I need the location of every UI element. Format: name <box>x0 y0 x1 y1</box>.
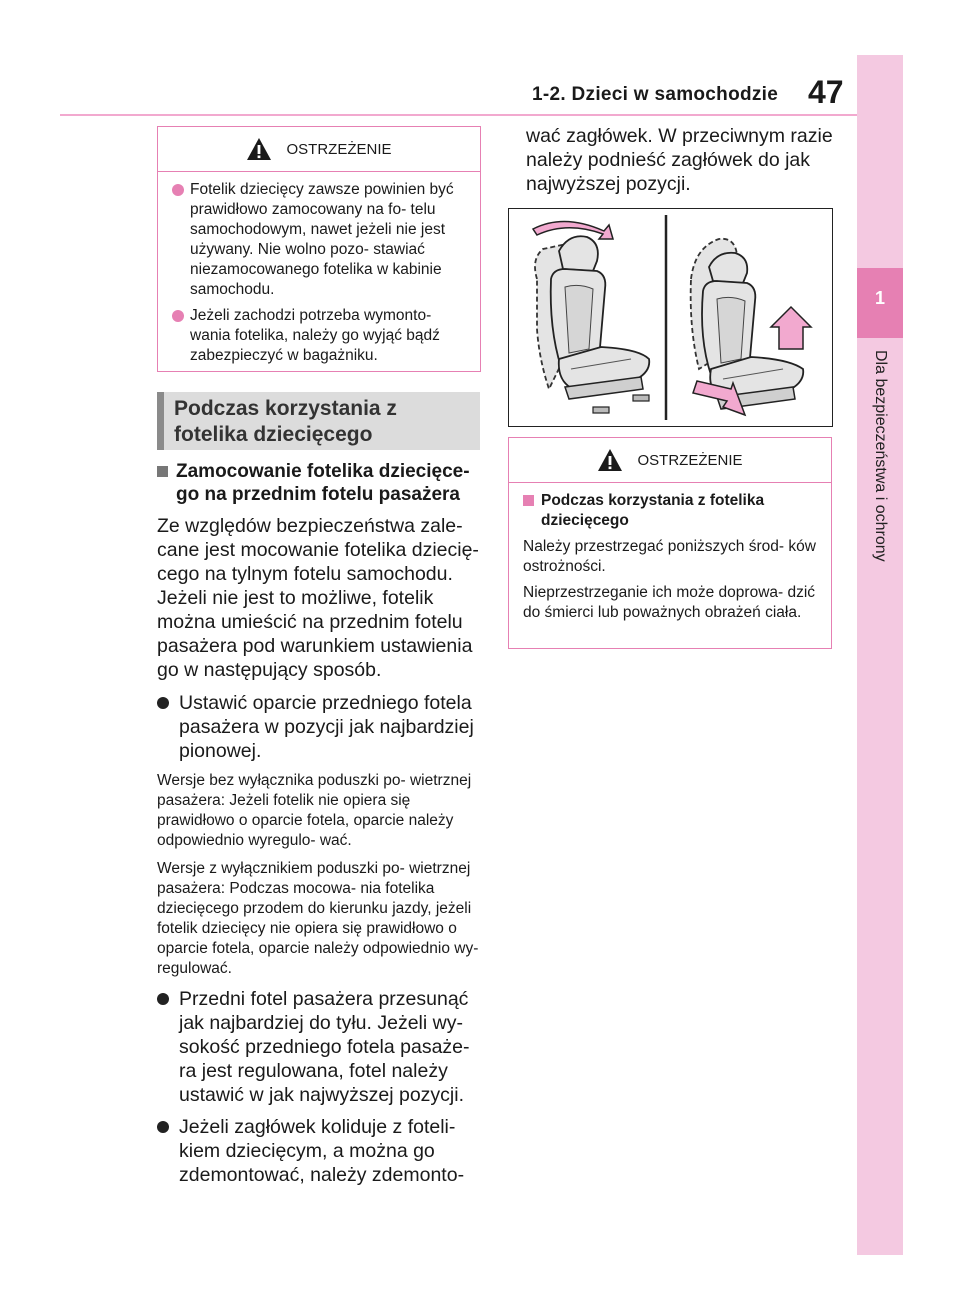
instruction-text: Jeżeli zagłówek koliduje z foteli- kiem dziecięcym, a można go zdemontować, należy zdemonto- <box>179 1116 465 1186</box>
instruction-bullet <box>157 691 492 763</box>
seat-illustration <box>509 209 832 426</box>
square-bullet-icon <box>157 466 168 477</box>
warning-triangle-icon <box>597 448 623 472</box>
warning-title: OSTRZEŻENIE <box>637 451 743 469</box>
warning-bullet-text: Fotelik dziecięcy zawsze powinien być prawidłowo zamocowany na fo- telu samochodowym, nawet jeżeli nie jest używany. Nie wolno pozo- stawiać niezamocowanego fotelika w kabinie samochodu. <box>190 181 454 298</box>
seat-adjustment-figure <box>508 208 833 427</box>
warning-subheading-text: Podczas korzystania z fotelika dziecięcego <box>541 492 765 529</box>
left-seat <box>533 221 649 413</box>
right-seat <box>691 239 811 415</box>
section-heading: Podczas korzystania z fotelika dziecięcego <box>157 392 480 450</box>
warning-paragraph: Nieprzestrzeganie ich może doprowa- dzić do śmierci lub poważnych obrażeń ciała. <box>523 584 816 621</box>
chapter-number: 1 <box>874 288 885 308</box>
warning-bullet <box>172 180 468 300</box>
instruction-text: Przedni fotel pasażera przesunąć jak najbardziej do tyłu. Jeżeli wy- sokość przedniego fotela pasaże- ra jest regulowana, fotel należy ustawić w jak najwyższej pozycji. <box>179 988 470 1106</box>
subheading <box>157 460 492 506</box>
warning-body <box>509 483 831 637</box>
warning-header <box>158 127 480 172</box>
instruction-bullet <box>157 1115 492 1187</box>
main-column <box>157 460 492 1195</box>
header-divider <box>60 114 857 116</box>
warning-triangle-icon <box>246 137 272 161</box>
note-paragraph: Wersje z wyłącznikiem poduszki po- wietrznej pasażera: Podczas mocowa- nia fotelika dziecięcego przodem do kierunku jazdy, jeżeli fotelik dziecięcy nie opiera się prawidłowo o oparcie fotela, oparcie należy odpowiednio wy- regulować. <box>157 860 479 977</box>
recline-arrow-icon <box>533 221 613 239</box>
warning-subheading <box>523 491 819 531</box>
bullet-dot-icon <box>172 184 184 196</box>
page-number: 47 <box>808 74 844 110</box>
chapter-title: Dla bezpieczeństwa i ochrony <box>872 350 889 562</box>
bullet-dot-icon <box>157 697 169 709</box>
instruction-bullet <box>157 987 492 1107</box>
bullet-dot-icon <box>172 310 184 322</box>
warning-title: OSTRZEŻENIE <box>286 140 392 158</box>
warning-body <box>158 172 480 380</box>
square-bullet-icon <box>523 495 534 506</box>
raise-arrow-icon <box>771 307 811 349</box>
continuation-paragraph: wać zagłówek. W przeciwnym razie należy podnieść zagłówek do jak najwyższej pozycji. <box>526 125 833 195</box>
warning-box-1 <box>157 126 481 372</box>
intro-paragraph: Ze względów bezpieczeństwa zale- cane jest mocowanie fotelika dziecię- cego na tylnym fotelu samochodu. Jeżeli nie jest to możliwe, fotelik można umieścić na przednim fotelu pasażera pod warunkiem ustawienia go w następujący sposób. <box>157 515 479 681</box>
subheading-text: Zamocowanie fotelika dziecięce- go na przednim fotelu pasażera <box>176 461 470 505</box>
chapter-side-tab <box>857 55 903 1255</box>
warning-bullet <box>172 306 468 366</box>
section-title: 1-2. Dzieci w samochodzie <box>532 84 779 105</box>
note-paragraph: Wersje bez wyłącznika poduszki po- wietrznej pasażera: Jeżeli fotelik nie opiera się prawidłowo o oparcie fotela, oparcie należy odpowiednio wyregulo- wać. <box>157 772 472 849</box>
instruction-text: Ustawić oparcie przedniego fotela pasażera w pozycji jak najbardziej pionowej. <box>179 692 474 762</box>
warning-bullet-text: Jeżeli zachodzi potrzeba wymonto- wania fotelika, należy go wyjąć bądź zabezpieczyć w bagażniku. <box>190 307 440 364</box>
warning-header <box>509 438 831 483</box>
bullet-dot-icon <box>157 1121 169 1133</box>
bullet-dot-icon <box>157 993 169 1005</box>
warning-paragraph: Należy przestrzegać poniższych środ- ków ostrożności. <box>523 538 816 575</box>
warning-box-2 <box>508 437 832 649</box>
